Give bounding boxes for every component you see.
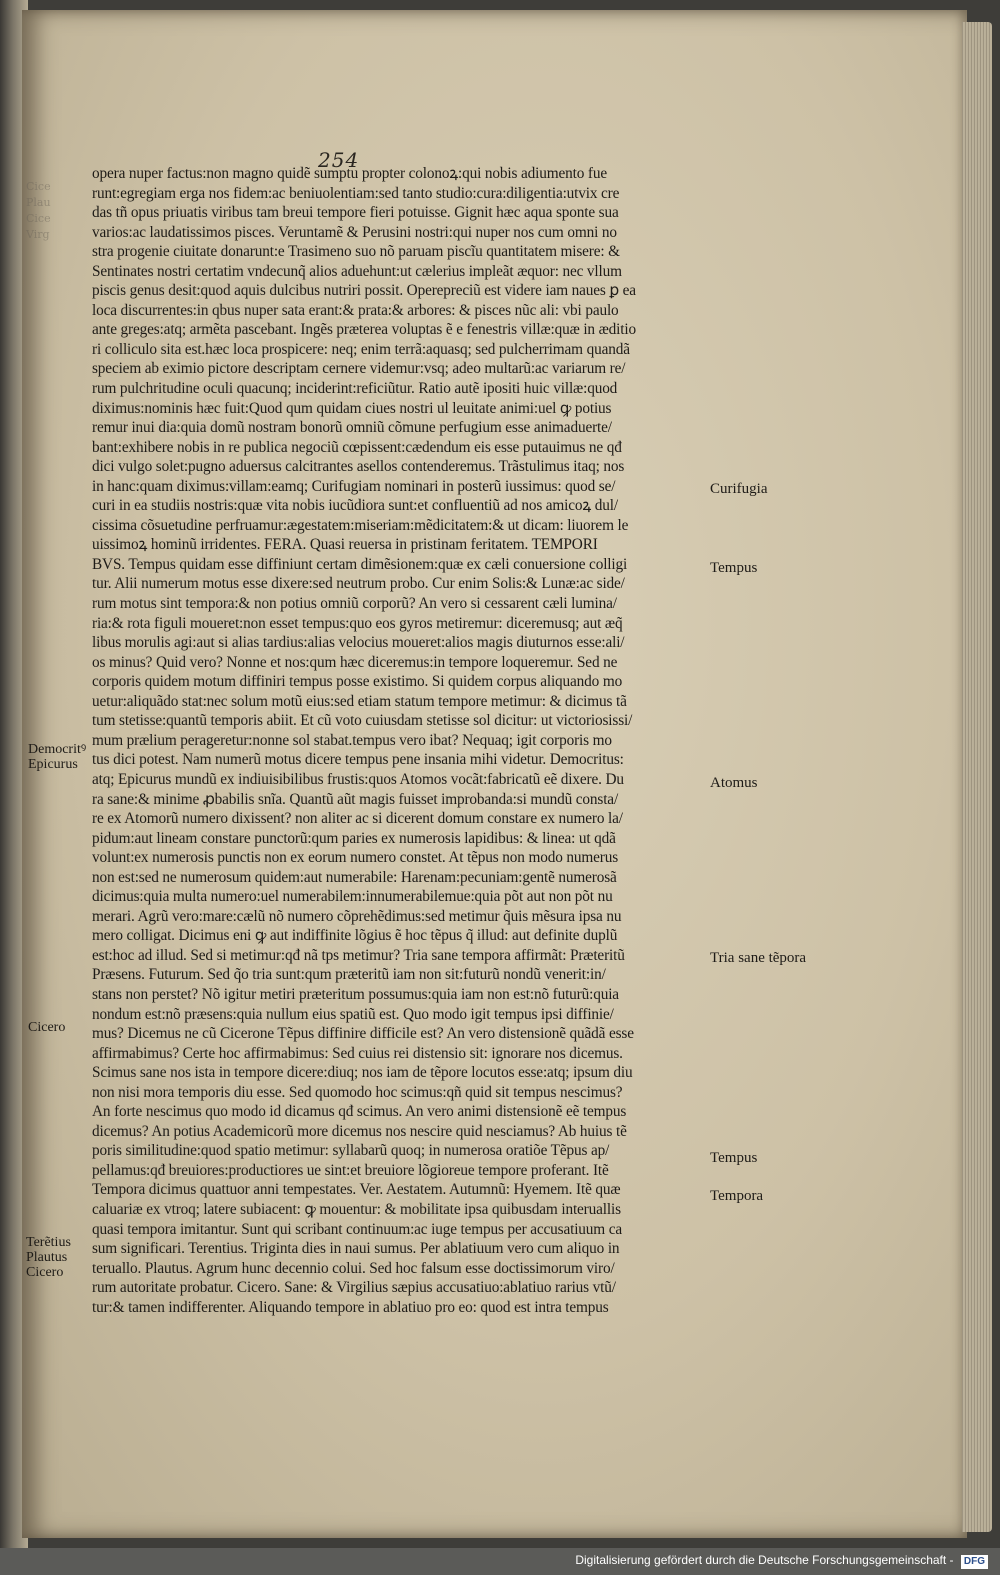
text-line: non nisi mora temporis diu esse. Sed quomodo hoc scimus:qñ quid sit tempus nescimus? [92, 1083, 623, 1101]
text-line: Tempora dicimus quattuor anni tempestates. Ver. Aestatem. Autumnũ: Hyemem. Itẽ quæ [92, 1181, 621, 1199]
text-line: uissimoꝝ hominũ irridentes. FERA. Quasi reuersa in pristinam feritatem. TEMPORI [92, 536, 598, 554]
text-line: ria:& rota figuli moueret:non esset tempus:quo eos gyros metiremur: diceremusq; aut æq̃ [92, 614, 623, 632]
text-line: dicimus:quia multa numero:uel numerabilem:innumerabilemue:quia põt aut non põt nu [92, 888, 613, 906]
text-line: speciem ab eximio pictore descriptam cernere videmur:vsq; adeo multarũ:ac variarum re/ [92, 360, 626, 378]
text-line: mus? Dicemus ne cũ Cicerone Tẽpus diffinire difficile est? An vero distensionẽ quãdã esse [92, 1025, 634, 1043]
text-line: caluariæ ex vtroq; latere subiacent: ꝙ mouentur: & mobilitate ipsa quibusdam interuallis [92, 1200, 621, 1218]
text-line: ri colliculo sita est.hæc loca prospicere: neq; enim terrã:aquasq; sed pulcherrimam quandã [92, 340, 630, 358]
text-line: ante greges:atq; armẽta pascebant. Ingẽs præterea voluptas ẽ e fenestris villæ:quæ in æditio [92, 321, 636, 339]
gloss-atomus: Atomus [710, 775, 758, 791]
text-line: ra sane:& minime ꝓbabilis snĩa. Quantũ aũt magis fuisset improbanda:si mundũ consta/ [92, 790, 619, 808]
text-line: affirmabimus? Certe hoc affirmabimus: Sed cuius rei distensio sit: ignorare nos dicemus. [92, 1044, 623, 1062]
text-line: stans non perstet? Nõ igitur metiri præteritum possumus:quia iam non est:nõ futurũ:quia [92, 985, 619, 1003]
text-line: dicemus? An potius Academicorũ more dicemus nos nescire quid nesciamus? Ab huius tẽ [92, 1122, 627, 1140]
text-line: opera nuper factus:non magno quidẽ sumptu propter colonoꝝ:qui nobis adiumento fue [92, 165, 607, 182]
text-line: loca discurrentes:in qbus nuper sata erant:& prata:& arbores: & pisces nũc ali: vbi paulo [92, 301, 619, 319]
text-line: das tñ opus priuatis viribus tam breui tempore fieri potuisse. Gignit hæc aqua sponte sua [92, 204, 619, 222]
gloss-tria-sane-tempora: Tria sane tẽpora [710, 950, 807, 966]
gloss-terentius-plautus-cicero: Terẽtius Plautus Cicero [26, 1235, 71, 1280]
footer-credit [575, 1553, 988, 1569]
page-stack-edge [962, 22, 992, 1532]
dfg-logo: DFG [961, 1555, 988, 1569]
text-line: bant:exhibere nobis in re publica negociũ cœpissent:cædendum eis esse putauimus ne qđ [92, 438, 622, 456]
gloss-democritus-epicurus: Democritꝰ Epicurus [28, 742, 87, 772]
text-line: rum pulchritudine oculi quacunq; inciderint:reficiũtur. Ratio autẽ ipositi huic villæ:quod [92, 380, 618, 398]
text-line: remur inui dia:quia domũ nostram bonorũ omniũ cõmune perfugium esse animaduerte/ [92, 419, 612, 437]
text-line: rum autoritate probatur. Cicero. Sane: & Virgilius sæpius accusatiuo:ablatiuo rarius vtũ/ [92, 1279, 616, 1297]
text-line: in hanc:quam diximus:villam:eamq; Curifugiam nominari in posterũ iussimus: quod se/ [92, 477, 616, 495]
text-line: stra progenie ciuitate donarunt:e Trasimeno suo nõ paruam piscĩu quantitatem misere: & [92, 243, 620, 261]
text-line: tum stetisse:quantũ temporis abiit. Et cũ voto cuiusdam stetisse sol dicitur: ut victoriosissi/ [92, 712, 633, 730]
text-line: varios:ac laudatissimos pisces. Veruntamẽ & Perusini nostri:qui nuper nos cum omni no [92, 223, 617, 241]
text-line: libus morulis agi:aut si alias tardius:alias velocius moueret:alios magis diuturnos esse:ali/ [92, 634, 625, 652]
text-line: pidum:aut lineam constare punctorũ:qum paries ex numerosis lapidibus: & linea: ut qdã [92, 829, 616, 847]
text-line: uetur:aliquãdo stat:nec solum motũ eius:sed etiam statum tempore metimur: & dicimus tã [92, 692, 627, 710]
text-line: Præsens. Futurum. Sed q̃o tria sunt:qum præteritũ iam non sit:futurũ nondũ venerit:in/ [92, 966, 606, 984]
text-line: curi in ea studiis nostris:quæ vita nobis iucũdiora sunt:et confluentiũ ad nos amicoꝝ dul/ [92, 497, 618, 515]
text-line: atq; Epicurus mundũ ex indiuisibilibus frustis:quos Atomos vocãt:fabricatũ eẽ dixere. Du [92, 770, 624, 788]
text-line: quasi tempora imitantur. Sunt qui scribant continuum:ac iuge tempus per accusatiuum ca [92, 1220, 623, 1238]
text-line: rum motus sint tempora:& non potius omniũ corporũ? An vero si cessarent cæli lumina/ [92, 595, 617, 613]
text-line: tur:& tamen indifferenter. Aliquando tempore in ablatiuo pro eo: quod est intra tempus [92, 1298, 609, 1316]
gloss-tempus: Tempus [710, 560, 758, 576]
text-line: merari. Agrũ vero:mare:cælũ nõ numero cõprehẽdimus:sed metimur q̃uis mẽsura ipsa nu [92, 907, 622, 925]
text-line: mum prælium perageretur:nonne sol stabat.tempus vero ibat? Nequaq; igit corporis mo [92, 731, 612, 749]
body-text [92, 164, 707, 1317]
text-line: poris similitudine:quod spatio metimur: syllabarũ quoq; in numerosa oratiõe Tẽpus ap/ [92, 1142, 610, 1160]
text-line: tur. Alii numerum motus esse dixere:sed neutrum probo. Cur enim Solis:& Lunæ:ac side/ [92, 575, 625, 593]
text-line: os minus? Quid vero? Nonne et nos:qum hæc diceremus:in tempore loqueremur. Sed ne [92, 653, 618, 671]
text-line: runt:egregiam erga nos fidem:ac beniuolentiam:sed tanto studio:cura:diligentia:utvix cre [92, 184, 620, 202]
text-line: non est:sed ne numerosum quidem:aut numerabile: Harenam:pecuniam:gentẽ numerosã [92, 868, 617, 886]
gloss-curifugia: Curifugia [710, 481, 768, 497]
text-line: cissima cõsuetudine perfruamur:ægestatem:miseriam:mẽdicitatem:& ut dicam: liuorem le [92, 516, 629, 534]
text-line: BVS. Tempus quidam esse diffiniunt certam dimẽsionem:quæ ex cæli conuersione colligi [92, 555, 628, 573]
text-line: sum significari. Terentius. Triginta dies in naui sumus. Per ablatiuum vero cum aliquo in [92, 1240, 620, 1258]
footer-credit-text: Digitalisierung gefördert durch die Deutsche Forschungsgemeinschaft - [575, 1553, 954, 1567]
text-line: Sentinates nostri certatim vndecunq̃ alios aduehunt:ut cælerius impleãt æquor: nec vllum [92, 262, 622, 280]
facing-page-bleed: Cice Plau Cice Virg [26, 180, 51, 241]
gloss-cicero: Cicero [28, 1020, 66, 1035]
text-line: re ex Atomorũ numero dixissent? non aliter ac si dicerent domum constare ex numero la/ [92, 810, 623, 828]
text-line: volunt:ex numerosis punctis non ex eorum numero constet. At tẽpus non modo numerus [92, 849, 618, 867]
gloss-tempora: Tempora [710, 1188, 764, 1204]
text-line: dici vulgo solet:pugno aduersus calcitrantes asellos contenderemus. Trãstulimus itaq; nos [92, 458, 625, 476]
page-number: 254 [318, 148, 360, 172]
text-line: Scimus sane nos ista in tempore dicere:diuq; nos iam de tẽpore locutos esse:atq; ipsum diu [92, 1064, 633, 1082]
text-line: corporis quidem motum diffiniri tempus posse existimo. Si quidem corpus aliquando mo [92, 673, 623, 691]
text-line: An forte nescimus quo modo id dicamus qđ scimus. An vero animi distensionẽ eẽ tempus [92, 1103, 627, 1121]
text-line: teruallo. Plautus. Agrum hunc decennio colui. Sed hoc falsum esse doctissimorum viro/ [92, 1259, 615, 1277]
gloss-tempus-2: Tempus [710, 1150, 758, 1166]
text-line: tus dici potest. Nam numerũ motus dicere tempus pene insania mihi videtur. Democritus: [92, 751, 624, 769]
text-line: piscis genus desit:quod aquis dulcibus nutriri possit. Operepreciũ est videre iam naues ꝑ ea [92, 282, 636, 300]
text-line: est:hoc ad illud. Sed si metimur:qđ nã tps metimur? Tria sane tempora affirmãt: Præteritũ [92, 946, 625, 964]
text-line: nondum est:nõ præsens:quia nullum eius spatiũ est. Quo modo igit tempus ipsi diffinie/ [92, 1005, 614, 1023]
text-line: pellamus:qđ breuiores:productiores ue sint:et breuiore lõgioreue tempore proferant. Itẽ [92, 1161, 609, 1179]
text-line: diximus:nominis hæc fuit:Quod qum quidam ciues nostri ul leuitate animi:uel ꝙ potius [92, 399, 612, 417]
text-line: mero colligat. Dicimus eni ꝙ aut indiffinite lõgius ẽ hoc tẽpus q̃ illud: aut definite duplũ [92, 927, 618, 945]
